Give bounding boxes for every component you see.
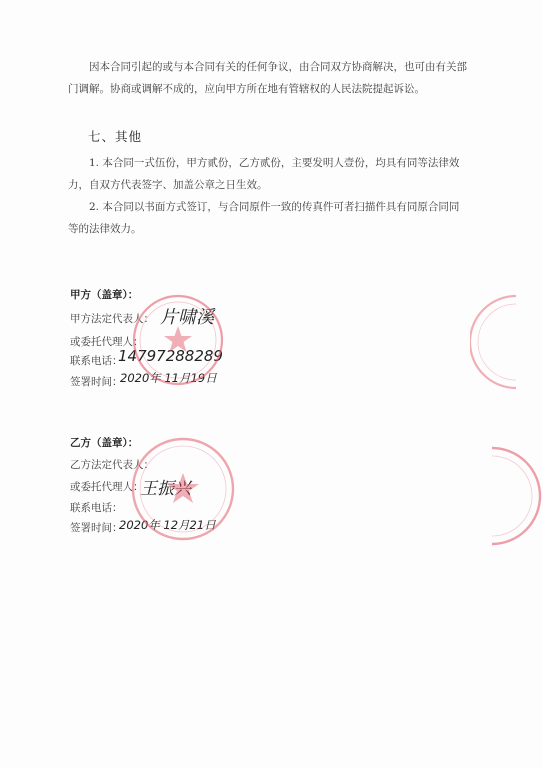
party-b-seal-stamp: [128, 434, 238, 544]
party-b-title: 乙方（盖章）：: [70, 437, 139, 449]
party-a-date-value: 2020年 11月19日: [120, 371, 217, 385]
party-a-rep-signature: 片啸溪: [160, 307, 214, 328]
party-a-rep-label: 甲方法定代表人：: [70, 313, 154, 325]
party-b-phone-label: 联系电话：: [70, 502, 123, 514]
party-b-edge-seal-stamp: [482, 444, 543, 548]
party-b-date-label: 签署时间：: [70, 522, 123, 534]
party-b-date-value: 2020年 12月21日: [119, 518, 216, 532]
party-b-rep-label: 乙方法定代表人：: [70, 459, 154, 471]
party-a-phone-label: 联系电话：: [70, 355, 123, 367]
party-a-date-label: 签署时间：: [70, 376, 123, 388]
party-a-agent-label: 或委托代理人：: [70, 336, 144, 348]
party-b-agent-label: 或委托代理人：: [70, 481, 144, 493]
item-2: 2. 本合同以书面方式签订，与合同原件一致的传真件可者扫描件具有同原合同同等的法律效力。: [68, 201, 460, 235]
party-a-seal-stamp: [130, 292, 226, 388]
dispute-clause: 因本合同引起的或与本合同有关的任何争议，由合同双方协商解决，也可由有关部门调解。协商或调解不成的，应向甲方所在地有管辖权的人民法院提起诉讼。: [68, 61, 467, 95]
section-title: 七、其他: [88, 129, 143, 144]
item-1: 1. 本合同一式伍份，甲方贰份，乙方贰份，主要发明人壹份，均具有同等法律效力，自双方代表签字、加盖公章之日生效。: [68, 157, 460, 191]
party-a-edge-seal-stamp: [470, 292, 543, 392]
party-a-title: 甲方（盖章）：: [70, 289, 139, 301]
party-a-phone-value: 14797288289: [118, 347, 223, 365]
party-b-agent-signature: 王振兴: [140, 479, 191, 499]
